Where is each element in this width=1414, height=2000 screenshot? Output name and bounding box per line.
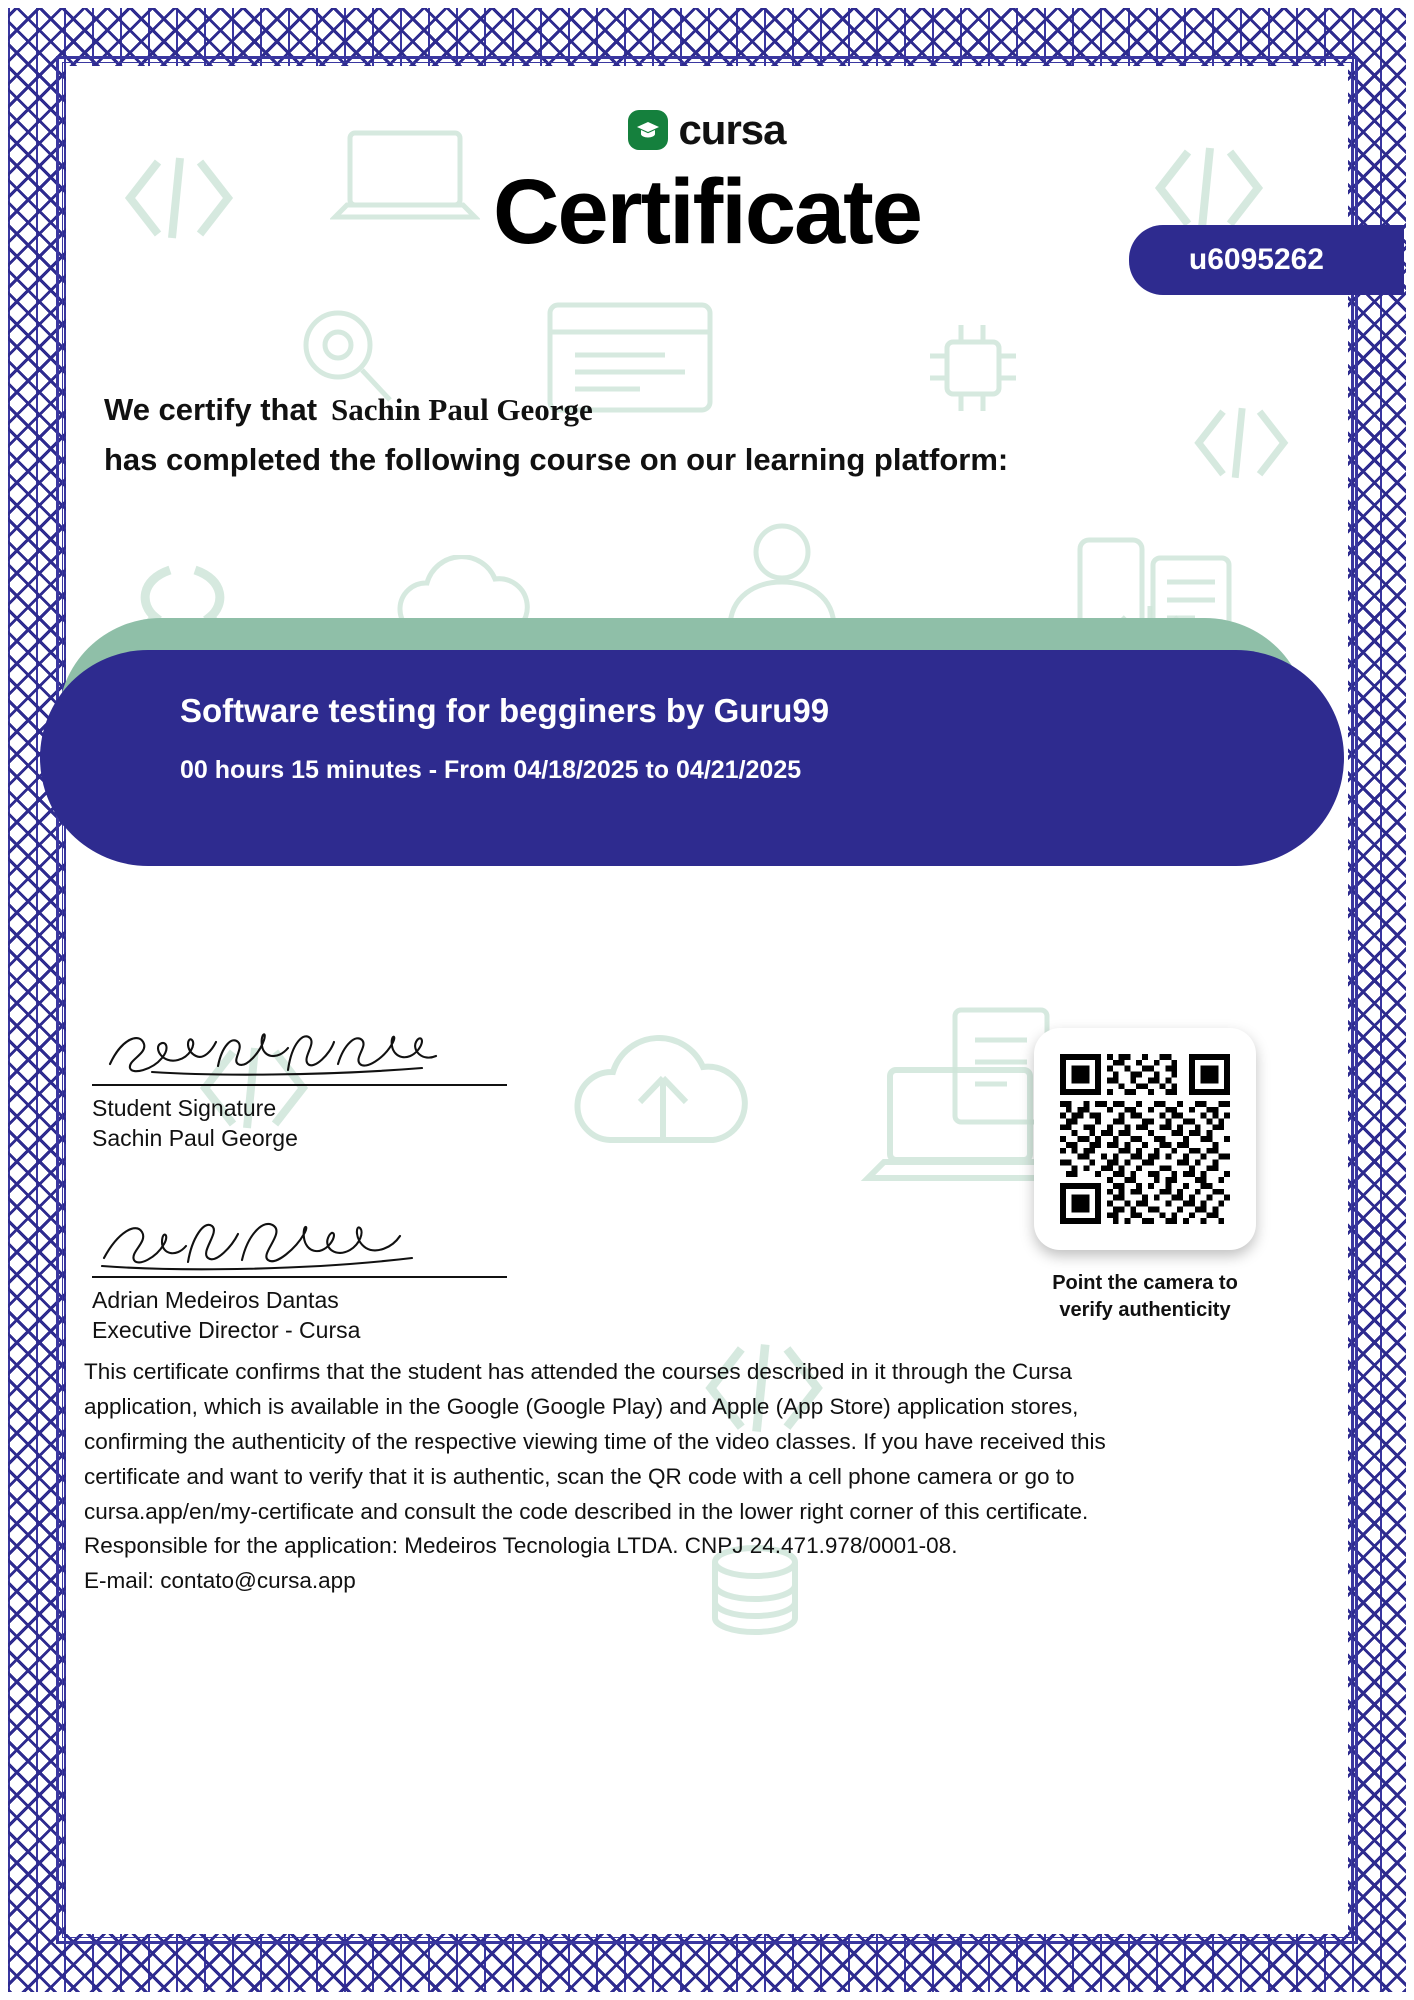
- director-signature-image: [92, 1212, 652, 1274]
- certify-line-2: has completed the following course on our learning platform:: [104, 442, 1009, 477]
- footer-line: This certificate confirms that the student has attended the courses described in it through the Cursa: [84, 1359, 1073, 1384]
- certificate-content: [70, 70, 1344, 1930]
- qr-caption: [1034, 1270, 1256, 1324]
- director-signature-label: [92, 1285, 652, 1346]
- course-details: 00 hours 15 minutes - From 04/18/2025 to 04/21/2025: [180, 756, 802, 784]
- certify-statement: [104, 392, 1324, 478]
- qr-card[interactable]: [1034, 1028, 1256, 1250]
- signatures-section: [92, 1020, 652, 1345]
- signature-block-student: [92, 1020, 652, 1154]
- page-title: Certificate: [493, 161, 921, 263]
- qr-code-icon: [1060, 1054, 1230, 1224]
- student-signature-image: [92, 1020, 652, 1082]
- director-role: Executive Director - Cursa: [92, 1317, 361, 1344]
- student-name: Sachin Paul George: [331, 392, 593, 427]
- qr-section: [1034, 1028, 1256, 1324]
- brand-name: cursa: [678, 106, 786, 153]
- certify-line-1: [104, 392, 1324, 428]
- brand-logo: [70, 106, 1344, 154]
- footer-line: E-mail: contato@cursa.app: [84, 1568, 356, 1594]
- footer-line: confirming the authenticity of the respective viewing time of the video classes. If you have received this: [84, 1428, 1106, 1454]
- certificate-code-badge: u6095262: [1129, 225, 1404, 295]
- course-banner: [30, 610, 1354, 870]
- student-signature-name: Sachin Paul George: [92, 1125, 298, 1152]
- certify-prefix: We certify that: [104, 392, 318, 427]
- footer-line: cursa.app/en/my-certificate and consult the code described in the lower right corner of this certificate.: [84, 1498, 1089, 1524]
- qr-caption-line-1: Point the camera to: [1052, 1272, 1238, 1294]
- student-signature-label: [92, 1093, 652, 1154]
- director-signature-line: [92, 1276, 507, 1278]
- course-name: Software testing for begginers by Guru99: [180, 692, 830, 729]
- signature-block-director: [92, 1212, 652, 1346]
- student-signature-line: [92, 1084, 507, 1086]
- student-signature-role: Student Signature: [92, 1095, 277, 1121]
- footer-line: application, which is available in the Google (Google Play) and Apple (App Store) application stores,: [84, 1393, 1079, 1419]
- director-name: Adrian Medeiros Dantas: [92, 1286, 339, 1313]
- graduation-cap-icon: [628, 110, 668, 150]
- footer-line: certificate and want to verify that it is authentic, scan the QR code with a cell phone camera or go to: [84, 1463, 1075, 1489]
- qr-caption-line-2: verify authenticity: [1059, 1299, 1231, 1321]
- course-banner-panel: [40, 650, 1344, 866]
- footer-line: Responsible for the application: Medeiros Tecnologia LTDA. CNPJ 24.471.978/0001-08.: [84, 1533, 958, 1559]
- footer-disclaimer: [84, 1355, 1334, 1599]
